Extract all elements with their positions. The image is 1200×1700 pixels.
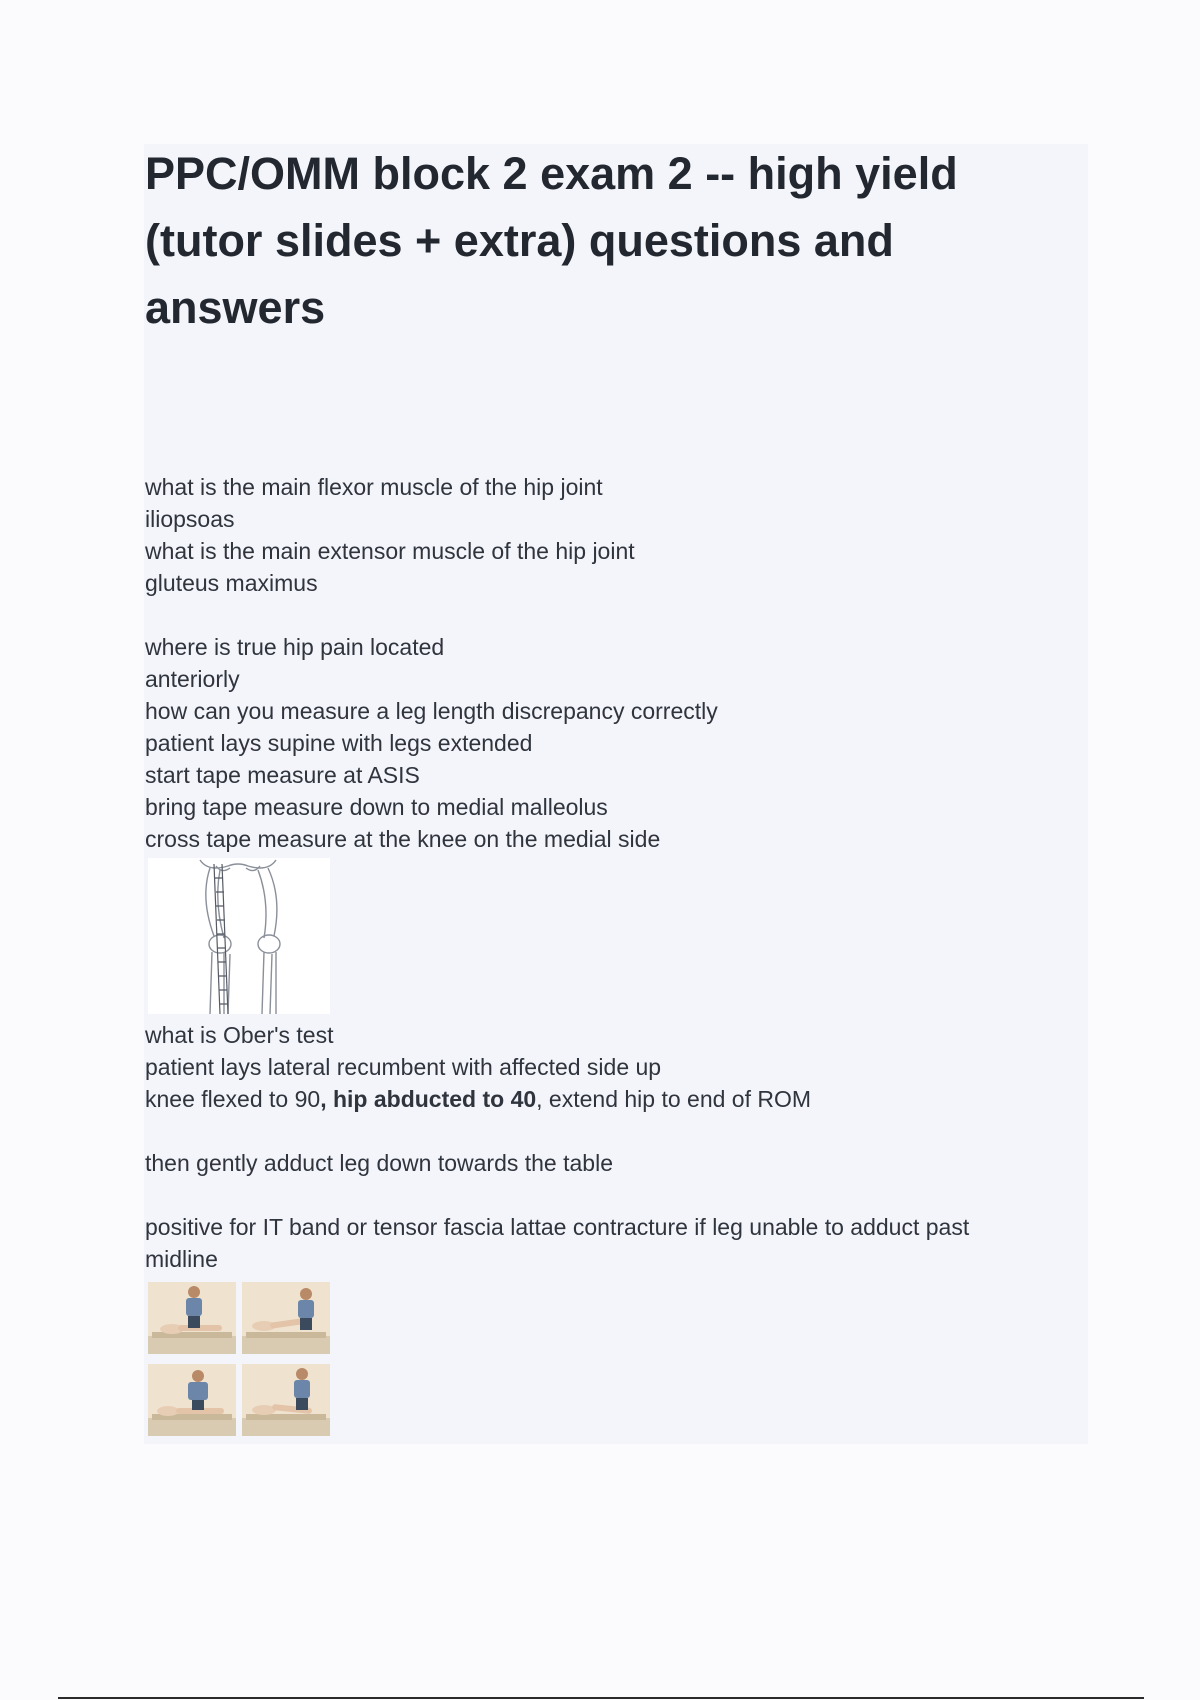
ober-test-photo [148,1364,236,1436]
leg-skeleton-drawing [148,858,330,1014]
leg-length-illustration [148,858,330,1014]
question-text: where is true hip pain located [145,634,445,660]
answer-text: positive for IT band or tensor fascia lattae contracture if leg unable to adduct past [145,1214,970,1240]
question-text: how can you measure a leg length discrepancy correctly [145,698,718,724]
answer-text: patient lays lateral recumbent with affected side up [145,1054,662,1080]
question-text: what is Ober's test [145,1022,334,1048]
answer-text: bring tape measure down to medial malleolus [145,794,608,820]
answer-text-part: knee flexed to 90 [145,1086,321,1112]
answer-text [145,1084,811,1114]
ober-test-photo [148,1282,236,1354]
answer-text: anteriorly [145,666,240,692]
ober-test-photo-2 [242,1282,330,1354]
question-text: what is the main extensor muscle of the hip joint [145,538,635,564]
answer-text-bold: , hip abducted to 40 [320,1086,537,1112]
ober-test-photo [242,1282,330,1354]
question-text: what is the main flexor muscle of the hip joint [145,474,603,500]
answer-text: gluteus maximus [145,570,318,596]
footer-rule [58,1697,1144,1699]
answer-text: midline [145,1246,218,1272]
answer-text: then gently adduct leg down towards the table [145,1150,613,1176]
ober-test-photo [242,1364,330,1436]
ober-test-photo-1 [148,1282,236,1354]
answer-text: patient lays supine with legs extended [145,730,533,756]
answer-text: start tape measure at ASIS [145,762,420,788]
ober-test-photo-4 [242,1364,330,1436]
ober-test-photo-3 [148,1364,236,1436]
answer-text: iliopsoas [145,506,235,532]
answer-text-part: , extend hip to end of ROM [536,1086,812,1112]
answer-text: cross tape measure at the knee on the medial side [145,826,661,852]
page-title: PPC/OMM block 2 exam 2 -- high yield (tutor slides + extra) questions and answers [145,148,958,333]
